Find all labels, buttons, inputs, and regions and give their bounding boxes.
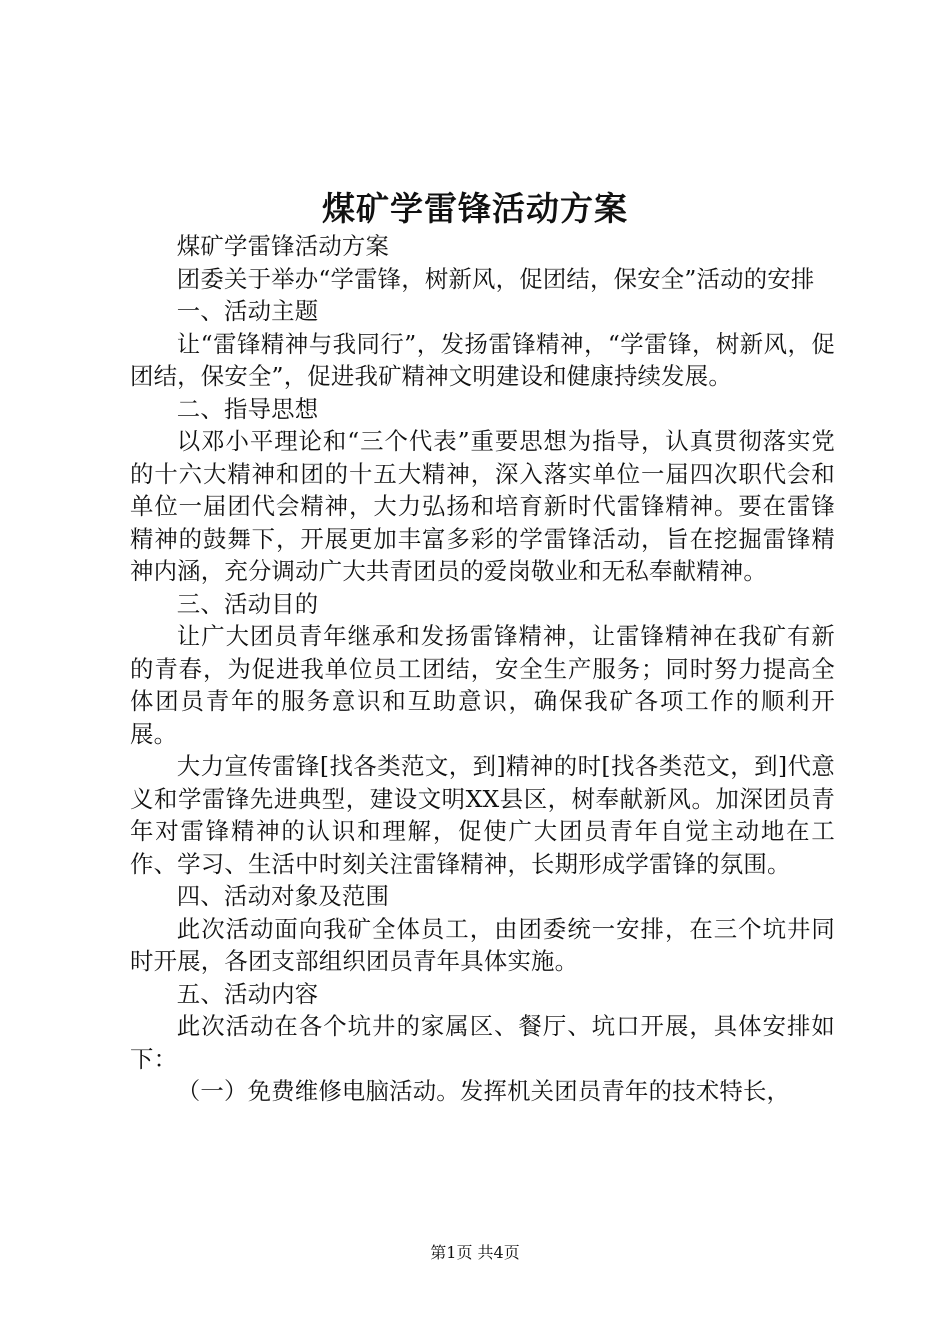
section-heading: 一、活动主题 — [176, 297, 319, 325]
document-title: 煤矿学雷锋活动方案 — [322, 189, 628, 228]
paragraph: 此次活动在各个坑井的家属区、餐厅、坑口开展，具体安排如下： — [130, 1012, 835, 1073]
section-heading: 二、指导思想 — [176, 394, 319, 423]
page-footer: 第1页 共4页 — [430, 1243, 520, 1262]
section-heading: 三、活动目的 — [176, 589, 319, 618]
paragraph: 大力宣传雷锋[找各类范文，到]精神的时[找各类范文，到]代意义和学雷锋先进典型，建设文明XX县区，树奉献新风。加深团员青年对雷锋精神的认识和理解，促使广大团员青年自觉主动地在工作、学习、生活中时刻关注雷锋精神，长期形成学雷锋的氛围。 — [130, 752, 835, 878]
paragraph: 以邓小平理论和“三个代表”重要思想为指导，认真贯彻落实党的十六大精神和团的十五大精神，深入落实单位一届四次职代会和单位一届团代会精神，大力弘扬和培育新时代雷锋精神。要在雷锋精神的鼓舞下，开展更加丰富多彩的学雷锋活动，旨在挖掘雷锋精神内涵，充分调动广大共青团员的爱岗敬业和无私奉献精神。 — [130, 427, 835, 585]
document-body — [130, 230, 835, 1108]
section-heading: 四、活动对象及范围 — [176, 882, 390, 910]
paragraph: 让“雷锋精神与我同行”，发扬雷锋精神，“学雷锋，树新风，促团结，保安全”，促进我矿精神文明建设和健康持续发展。 — [130, 329, 835, 390]
section-heading: 五、活动内容 — [176, 979, 319, 1008]
paragraph: 煤矿学雷锋活动方案 — [176, 232, 390, 260]
paragraph: 此次活动面向我矿全体员工，由团委统一安排，在三个坑井同时开展，各团支部组织团员青年具体实施。 — [130, 914, 835, 975]
paragraph: 让广大团员青年继承和发扬雷锋精神，让雷锋精神在我矿有新的青春，为促进我单位员工团结，安全生产服务；同时努力提高全体团员青年的服务意识和互助意识，确保我矿各项工作的顺利开展。 — [130, 622, 835, 748]
paragraph: 团委关于举办“学雷锋，树新风，促团结，保安全”活动的安排 — [176, 264, 815, 293]
paragraph: （一）免费维修电脑活动。发挥机关团员青年的技术特长， — [176, 1077, 791, 1105]
